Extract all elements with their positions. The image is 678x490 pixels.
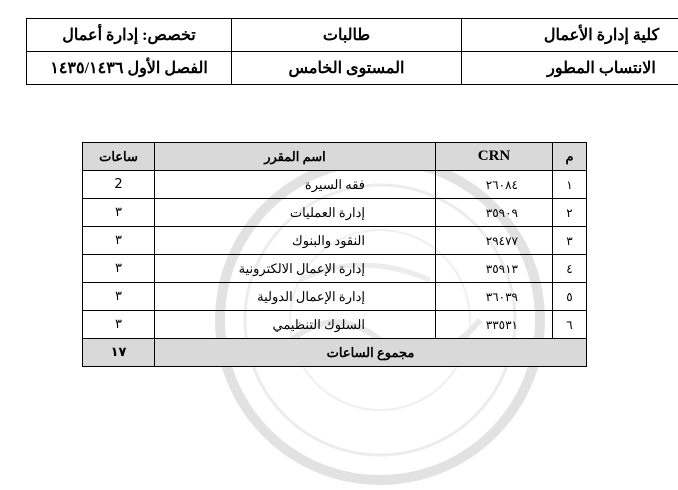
column-header-hours: ساعات	[83, 143, 155, 171]
table-row	[83, 227, 587, 255]
row-course: إدارة الإعمال الالكترونية	[155, 255, 436, 283]
column-header-crn: CRN	[436, 143, 553, 171]
row-crn: ٢٦٠٨٤	[436, 171, 553, 199]
study-level: المستوى الخامس	[232, 52, 462, 85]
column-header-num: م	[553, 143, 587, 171]
total-hours: ١٧	[83, 339, 155, 367]
college-name: كلية إدارة الأعمال	[462, 19, 678, 52]
row-num: ١	[553, 171, 587, 199]
row-hours: ٣	[83, 283, 155, 311]
row-num: ٢	[553, 199, 587, 227]
row-crn: ٣٣٥٣١	[436, 311, 553, 339]
specialization: تخصص: إدارة أعمال	[27, 19, 232, 52]
header-row	[27, 52, 678, 85]
header-info-table	[26, 18, 678, 85]
table-header-row	[83, 143, 587, 171]
row-crn: ٣٥٩٠٩	[436, 199, 553, 227]
row-num: ٥	[553, 283, 587, 311]
table-row	[83, 171, 587, 199]
row-num: ٤	[553, 255, 587, 283]
row-course: إدارة العمليات	[155, 199, 436, 227]
row-crn: ٣٥٩١٣	[436, 255, 553, 283]
courses-table	[82, 142, 587, 367]
header-row	[27, 19, 678, 52]
row-num: ٦	[553, 311, 587, 339]
row-crn: ٣٦٠٣٩	[436, 283, 553, 311]
row-course: السلوك التنظيمي	[155, 311, 436, 339]
row-hours: ٣	[83, 255, 155, 283]
column-header-course: اسم المقرر	[155, 143, 436, 171]
row-course: فقه السيرة	[155, 171, 436, 199]
table-row	[83, 255, 587, 283]
row-course: النقود والبنوك	[155, 227, 436, 255]
total-label: مجموع الساعات	[155, 339, 587, 367]
program-type: الانتساب المطور	[462, 52, 678, 85]
row-hours: 2	[83, 171, 155, 199]
table-row	[83, 199, 587, 227]
row-hours: ٣	[83, 311, 155, 339]
total-row	[83, 339, 587, 367]
row-num: ٣	[553, 227, 587, 255]
table-row	[83, 283, 587, 311]
row-hours: ٣	[83, 199, 155, 227]
student-gender: طالبات	[232, 19, 462, 52]
table-row	[83, 311, 587, 339]
row-course: إدارة الإعمال الدولية	[155, 283, 436, 311]
semester: الفصل الأول ١٤٣٥/١٤٣٦	[27, 52, 232, 85]
row-crn: ٢٩٤٧٧	[436, 227, 553, 255]
row-hours: ٣	[83, 227, 155, 255]
